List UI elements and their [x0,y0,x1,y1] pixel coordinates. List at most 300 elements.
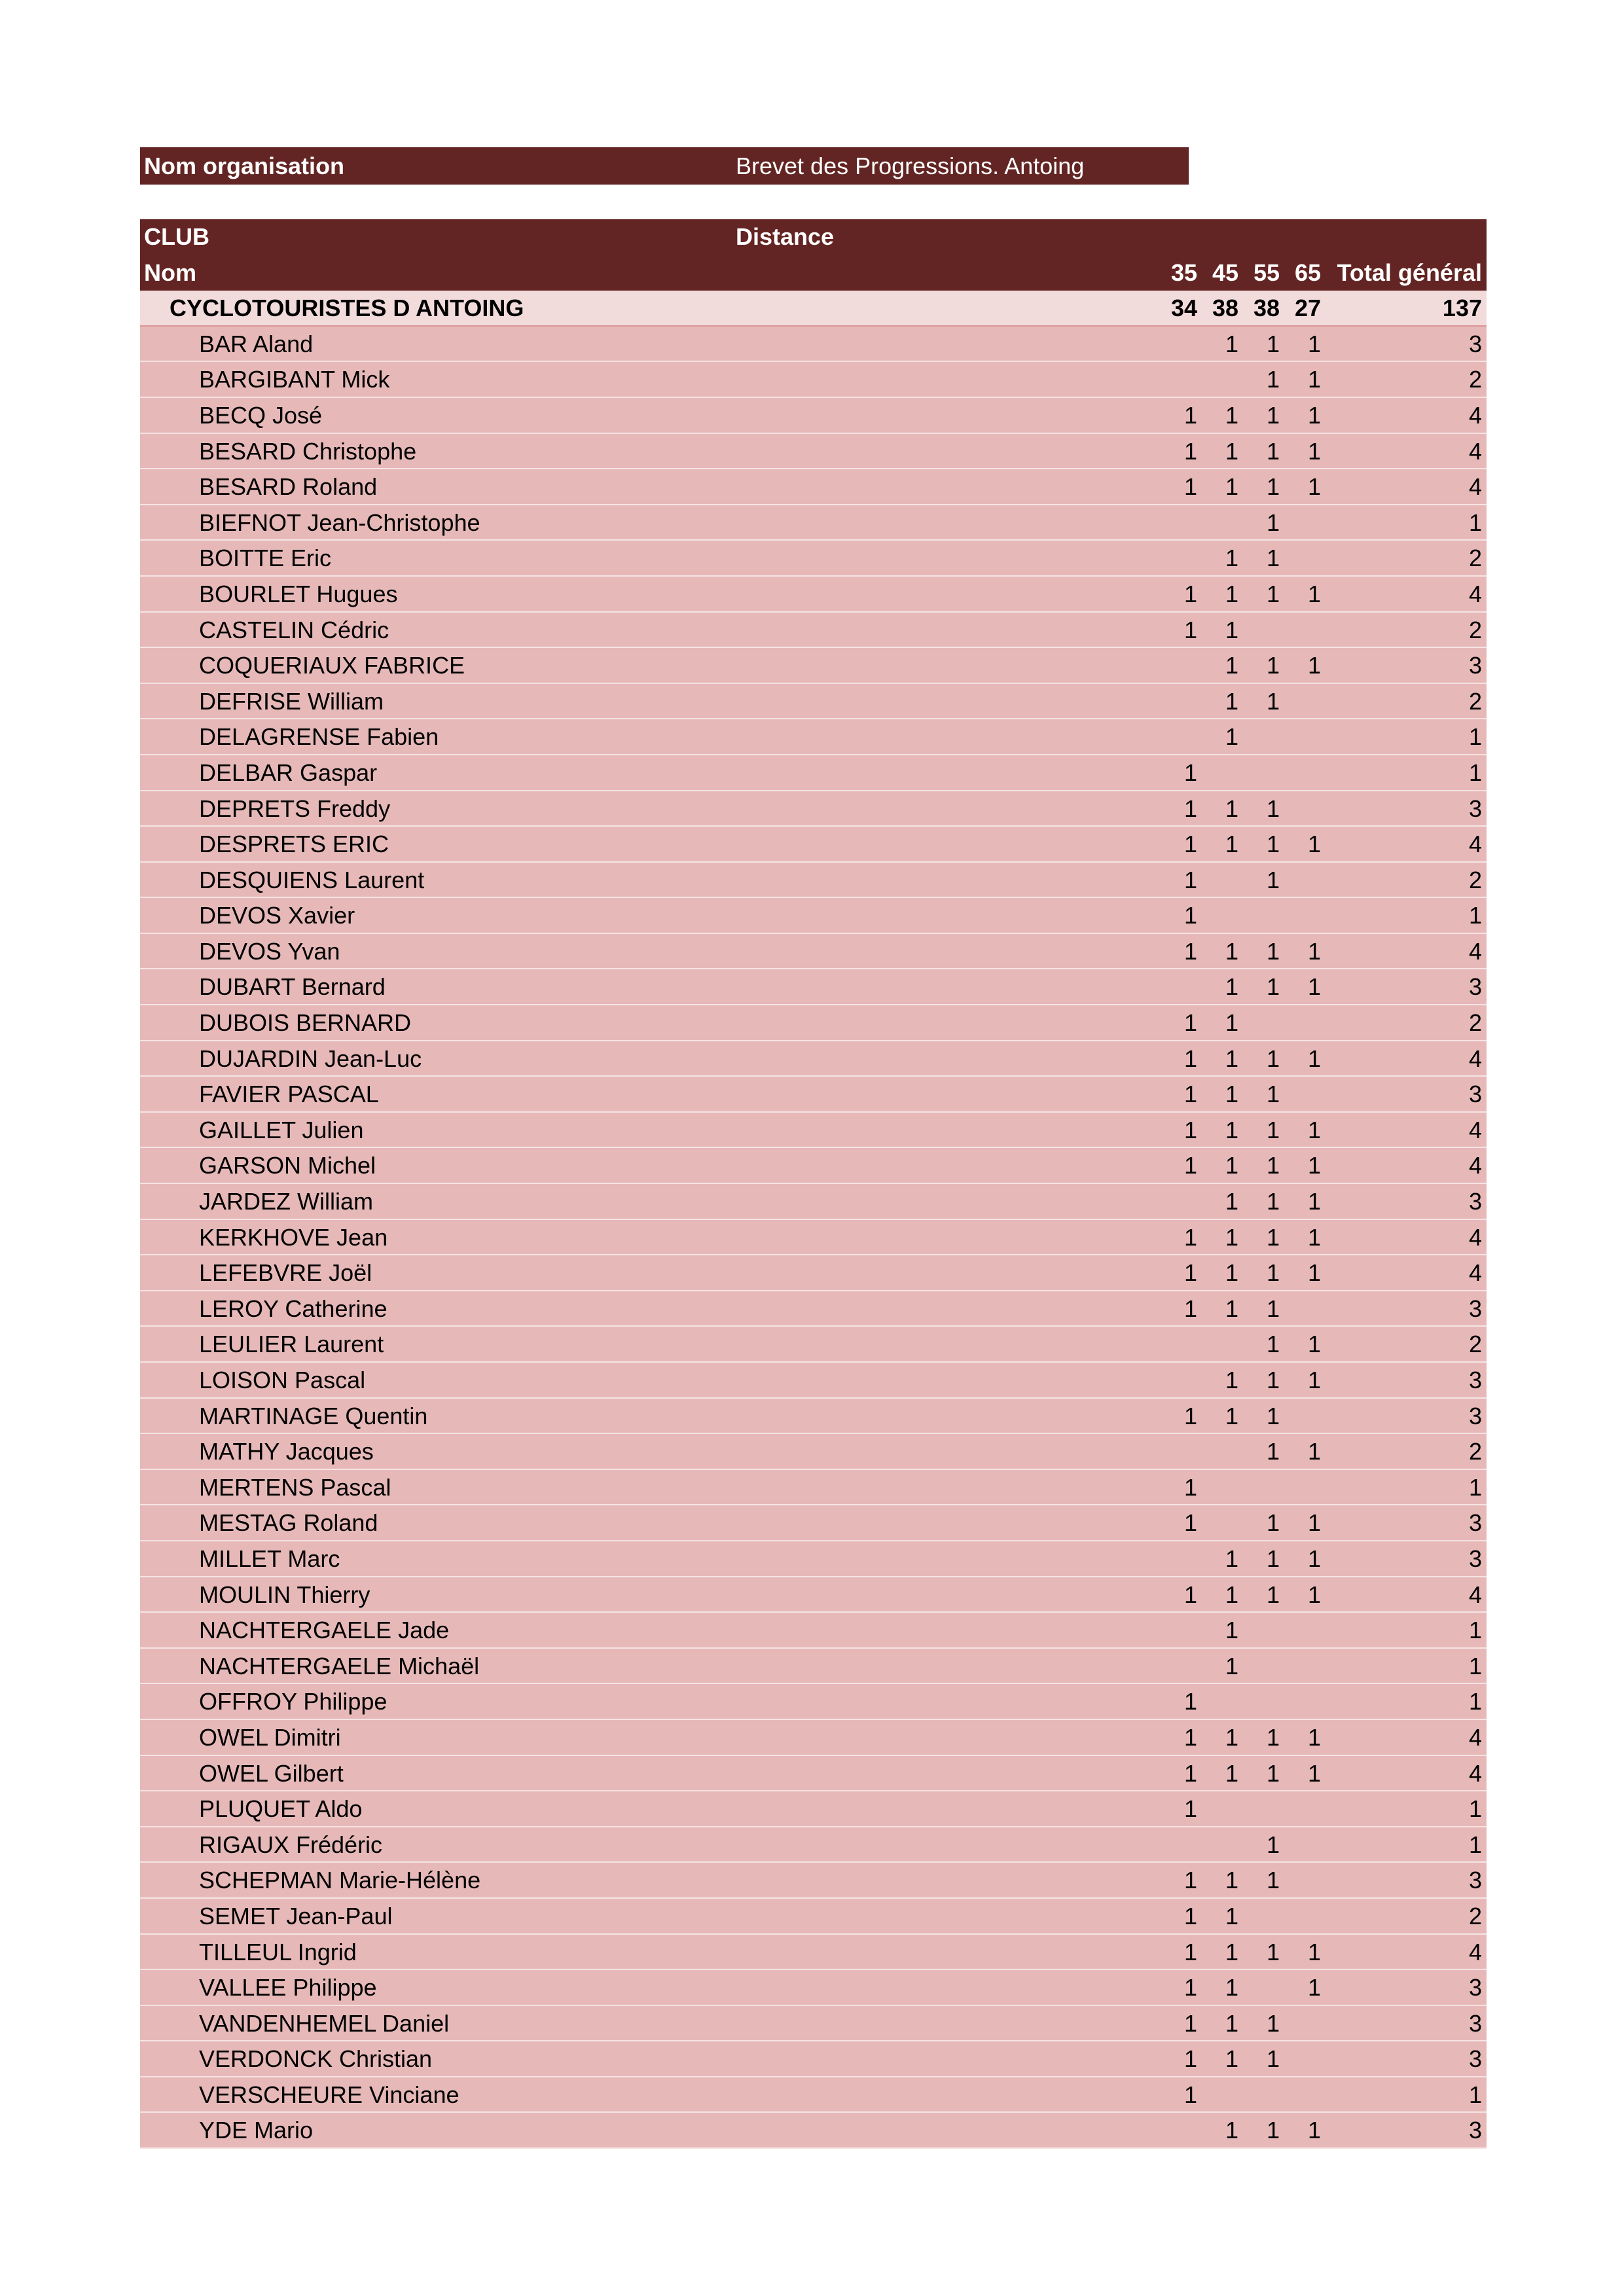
cell-total: 1 [1468,723,1482,751]
table-row [140,791,1487,827]
table-header [140,219,1487,291]
participant-name: FAVIER PASCAL [199,1081,379,1108]
header-row-club [140,219,1487,255]
participant-name: BESARD Christophe [199,437,417,465]
cell-55: 1 [1266,1831,1280,1858]
cell-45: 1 [1225,723,1238,751]
cell-total: 4 [1468,1116,1482,1143]
cell-total: 3 [1468,1367,1482,1393]
cell-total: 3 [1468,652,1482,679]
cell-total: 1 [1468,1688,1482,1715]
cell-65: 1 [1307,1152,1321,1179]
cell-45: 1 [1225,545,1238,572]
participant-name: TILLEUL Ingrid [199,1938,357,1965]
cell-55: 1 [1266,1402,1280,1429]
cell-55: 1 [1266,509,1280,536]
table-row [140,1041,1487,1077]
cell-35: 1 [1183,831,1197,858]
cell-55: 1 [1266,580,1280,607]
cell-35: 1 [1183,1259,1197,1287]
cell-55: 1 [1266,366,1280,393]
table-row [140,1434,1487,1470]
cell-35: 1 [1183,1402,1197,1429]
participant-name: VERSCHEURE Vinciane [199,2081,460,2108]
cell-total: 1 [1468,509,1482,536]
cell-total: 4 [1468,831,1482,858]
participant-name: SCHEPMAN Marie-Hélène [199,1867,481,1894]
participant-name: LEROY Catherine [199,1295,388,1322]
cell-35: 1 [1183,1795,1197,1823]
cell-55: 1 [1266,1545,1280,1572]
cell-35: 1 [1183,1045,1197,1072]
table-row [140,2113,1487,2149]
cell-35: 1 [1183,473,1197,501]
cell-65: 1 [1307,330,1321,357]
cell-total: 4 [1468,1045,1482,1072]
header-total: Total général [1337,259,1482,286]
table-row [140,1577,1487,1613]
cell-55: 1 [1266,866,1280,893]
cell-65: 1 [1307,1259,1321,1287]
participant-name: BAR Aland [199,330,314,357]
cell-35: 1 [1183,1509,1197,1537]
cell-55: 1 [1266,2045,1280,2073]
cell-total: 1 [1468,2081,1482,2108]
table-row [140,1613,1487,1649]
cell-45: 1 [1225,473,1238,501]
table-row [140,2041,1487,2077]
header-club: CLUB [144,223,209,250]
cell-45: 1 [1225,831,1238,858]
cell-total: 3 [1468,1402,1482,1429]
participant-name: PLUQUET Aldo [199,1795,363,1823]
cell-55: 1 [1266,937,1280,965]
cell-35: 1 [1183,866,1197,893]
cell-55: 1 [1266,330,1280,357]
cell-45: 1 [1225,937,1238,965]
table-row [140,577,1487,613]
table-row [140,827,1487,863]
participant-name: VANDENHEMEL Daniel [199,2009,450,2037]
cell-total: 3 [1468,330,1482,357]
cell-total: 1 [1468,1652,1482,1679]
cell-45: 1 [1225,1759,1238,1787]
header-35: 35 [1170,259,1197,286]
cell-45: 1 [1225,1152,1238,1179]
cell-45: 1 [1225,2117,1238,2144]
participant-name: DEPRETS Freddy [199,795,391,822]
cell-65: 1 [1307,1974,1321,2001]
cell-total: 1 [1468,1617,1482,1644]
cell-total: 4 [1468,1223,1482,1251]
participant-name: SEMET Jean-Paul [199,1902,393,1929]
table-row [140,362,1487,398]
cell-65: 1 [1307,473,1321,501]
header-65: 65 [1294,259,1321,286]
cell-total: 3 [1468,1867,1482,1894]
participant-name: OFFROY Philippe [199,1688,388,1715]
table-row [140,1756,1487,1792]
cell-55: 1 [1266,437,1280,465]
cell-total: 3 [1468,1509,1482,1537]
cell-55: 1 [1266,2009,1280,2037]
cell-65: 1 [1307,366,1321,393]
cell-total: 4 [1468,473,1482,501]
cell-65: 1 [1307,1545,1321,1572]
organisation-value: Brevet des Progressions. Antoing [736,152,1085,179]
cell-total: 1 [1468,759,1482,786]
cell-65: 1 [1307,1581,1321,1608]
table-row [140,1970,1487,2006]
cell-total: 3 [1468,2117,1482,2144]
table-row [140,755,1487,791]
table-row [140,2077,1487,2113]
cell-total: 4 [1468,937,1482,965]
participant-name: CASTELIN Cédric [199,616,389,643]
cell-65: 1 [1307,973,1321,1001]
participant-name: MARTINAGE Quentin [199,1402,428,1429]
table-row [140,1541,1487,1577]
cell-total: 1 [1468,1831,1482,1858]
participant-name: BOURLET Hugues [199,580,398,607]
cell-35: 1 [1183,759,1197,786]
cell-65: 1 [1307,1188,1321,1215]
table-row [140,1649,1487,1685]
participant-name: BARGIBANT Mick [199,366,390,393]
club-35: 34 [1170,295,1197,322]
cell-total: 2 [1468,545,1482,572]
cell-35: 1 [1183,1223,1197,1251]
participant-name: JARDEZ William [199,1188,373,1215]
table-row [140,2006,1487,2042]
table-row [140,934,1487,970]
cell-45: 1 [1225,1259,1238,1287]
table-row [140,1399,1487,1435]
cell-65: 1 [1307,831,1321,858]
cell-45: 1 [1225,1652,1238,1679]
cell-35: 1 [1183,1116,1197,1143]
table-row [140,398,1487,434]
cell-total: 4 [1468,1581,1482,1608]
cell-35: 1 [1183,1688,1197,1715]
header-distance: Distance [736,223,835,250]
participant-name: BECQ José [199,401,323,429]
cell-total: 1 [1468,1795,1482,1823]
cell-45: 1 [1225,1223,1238,1251]
cell-45: 1 [1225,973,1238,1001]
cell-total: 4 [1468,401,1482,429]
cell-total: 2 [1468,366,1482,393]
cell-55: 1 [1266,2117,1280,2144]
cell-55: 1 [1266,1723,1280,1751]
cell-55: 1 [1266,1509,1280,1537]
participant-name: DUBOIS BERNARD [199,1009,412,1037]
club-45: 38 [1212,295,1238,322]
participant-name: OWEL Gilbert [199,1759,344,1787]
table-row [140,505,1487,541]
cell-55: 1 [1266,545,1280,572]
participant-list [140,327,1487,2149]
cell-total: 3 [1468,1974,1482,2001]
header-45: 45 [1212,259,1238,286]
cell-65: 1 [1307,652,1321,679]
cell-65: 1 [1307,1045,1321,1072]
cell-65: 1 [1307,401,1321,429]
cell-45: 1 [1225,580,1238,607]
cell-65: 1 [1307,437,1321,465]
cell-total: 4 [1468,1152,1482,1179]
table-row [140,1720,1487,1756]
table-row [140,684,1487,720]
cell-35: 1 [1183,1723,1197,1751]
cell-total: 4 [1468,1938,1482,1965]
cell-35: 1 [1183,2045,1197,2073]
table-row [140,1148,1487,1184]
header-row-nom [140,255,1487,291]
organisation-bar [140,147,1189,185]
cell-65: 1 [1307,1723,1321,1751]
cell-45: 1 [1225,1902,1238,1929]
cell-35: 1 [1183,1295,1197,1322]
participant-name: DEVOS Xavier [199,902,355,929]
club-name: CYCLOTOURISTES D ANTOING [170,295,524,322]
cell-35: 1 [1183,1473,1197,1501]
table-row [140,1935,1487,1971]
cell-55: 1 [1266,652,1280,679]
participant-name: DUBART Bernard [199,973,386,1001]
cell-45: 1 [1225,1545,1238,1572]
cell-total: 3 [1468,2045,1482,2073]
cell-total: 3 [1468,1188,1482,1215]
cell-55: 1 [1266,1938,1280,1965]
cell-35: 1 [1183,1152,1197,1179]
participant-name: MOULIN Thierry [199,1581,370,1608]
cell-35: 1 [1183,1081,1197,1108]
cell-45: 1 [1225,1938,1238,1965]
cell-45: 1 [1225,1402,1238,1429]
cell-35: 1 [1183,1938,1197,1965]
table-row [140,648,1487,684]
cell-55: 1 [1266,473,1280,501]
cell-45: 1 [1225,2009,1238,2037]
table-row [140,1327,1487,1363]
cell-45: 1 [1225,616,1238,643]
cell-55: 1 [1266,1152,1280,1179]
cell-45: 1 [1225,1188,1238,1215]
cell-55: 1 [1266,831,1280,858]
club-55: 38 [1253,295,1280,322]
cell-35: 1 [1183,1009,1197,1037]
table-row [140,1505,1487,1541]
cell-55: 1 [1266,1367,1280,1393]
organisation-label: Nom organisation [144,152,345,179]
cell-total: 2 [1468,1009,1482,1037]
cell-55: 1 [1266,1331,1280,1358]
cell-55: 1 [1266,1581,1280,1608]
cell-65: 1 [1307,1331,1321,1358]
participant-name: OWEL Dimitri [199,1723,341,1751]
cell-65: 1 [1307,1759,1321,1787]
cell-35: 1 [1183,902,1197,929]
cell-45: 1 [1225,2045,1238,2073]
participant-name: MILLET Marc [199,1545,340,1572]
cell-35: 1 [1183,1867,1197,1894]
cell-55: 1 [1266,1295,1280,1322]
cell-total: 3 [1468,2009,1482,2037]
cell-35: 1 [1183,437,1197,465]
cell-55: 1 [1266,1759,1280,1787]
cell-65: 1 [1307,1438,1321,1465]
cell-55: 1 [1266,1438,1280,1465]
cell-65: 1 [1307,1116,1321,1143]
participant-name: NACHTERGAELE Michaël [199,1652,480,1679]
table-row [140,719,1487,755]
header-nom: Nom [144,259,196,286]
table-row [140,469,1487,505]
participant-name: MERTENS Pascal [199,1473,391,1501]
cell-total: 4 [1468,437,1482,465]
cell-45: 1 [1225,687,1238,715]
cell-total: 3 [1468,795,1482,822]
cell-45: 1 [1225,1723,1238,1751]
cell-45: 1 [1225,1116,1238,1143]
cell-45: 1 [1225,1867,1238,1894]
table-row [140,1220,1487,1256]
cell-35: 1 [1183,937,1197,965]
cell-65: 1 [1307,1509,1321,1537]
cell-total: 3 [1468,1295,1482,1322]
club-65: 27 [1294,295,1321,322]
cell-55: 1 [1266,1259,1280,1287]
table-row [140,1899,1487,1935]
table-row [140,327,1487,363]
table-row [140,1184,1487,1220]
cell-35: 1 [1183,1581,1197,1608]
table-row [140,1684,1487,1720]
table-row [140,863,1487,899]
cell-45: 1 [1225,1295,1238,1322]
cell-total: 3 [1468,973,1482,1001]
cell-55: 1 [1266,1045,1280,1072]
cell-total: 3 [1468,1081,1482,1108]
table-row [140,1113,1487,1149]
cell-55: 1 [1266,1188,1280,1215]
cell-total: 2 [1468,687,1482,715]
table-row [140,434,1487,470]
cell-35: 1 [1183,1902,1197,1929]
cell-total: 1 [1468,1473,1482,1501]
header-55: 55 [1253,259,1280,286]
participant-name: MESTAG Roland [199,1509,378,1537]
cell-35: 1 [1183,1759,1197,1787]
cell-45: 1 [1225,1045,1238,1072]
cell-65: 1 [1307,937,1321,965]
cell-45: 1 [1225,1367,1238,1393]
cell-45: 1 [1225,330,1238,357]
cell-35: 1 [1183,795,1197,822]
cell-55: 1 [1266,401,1280,429]
participant-name: GAILLET Julien [199,1116,364,1143]
cell-65: 1 [1307,2117,1321,2144]
cell-45: 1 [1225,437,1238,465]
participant-name: LOISON Pascal [199,1367,366,1393]
cell-45: 1 [1225,401,1238,429]
participant-name: KERKHOVE Jean [199,1223,388,1251]
cell-55: 1 [1266,1116,1280,1143]
cell-total: 4 [1468,580,1482,607]
cell-45: 1 [1225,1009,1238,1037]
cell-total: 2 [1468,1902,1482,1929]
cell-total: 4 [1468,1259,1482,1287]
cell-65: 1 [1307,1938,1321,1965]
cell-65: 1 [1307,1367,1321,1393]
cell-total: 2 [1468,1438,1482,1465]
participant-name: NACHTERGAELE Jade [199,1617,450,1644]
participant-name: LEFEBVRE Joël [199,1259,372,1287]
table-row [140,1827,1487,1863]
cell-35: 1 [1183,401,1197,429]
cell-55: 1 [1266,687,1280,715]
cell-55: 1 [1266,1867,1280,1894]
cell-total: 2 [1468,1331,1482,1358]
cell-35: 1 [1183,2081,1197,2108]
cell-65: 1 [1307,1223,1321,1251]
results-table [140,219,1487,2149]
cell-55: 1 [1266,795,1280,822]
club-row [140,291,1487,327]
participant-name: COQUERIAUX FABRICE [199,652,465,679]
table-row [140,1291,1487,1327]
cell-55: 1 [1266,1223,1280,1251]
cell-45: 1 [1225,652,1238,679]
participant-name: VALLEE Philippe [199,1974,377,2001]
club-total: 137 [1442,295,1482,322]
cell-55: 1 [1266,973,1280,1001]
cell-35: 1 [1183,616,1197,643]
table-row [140,1077,1487,1113]
participant-name: DELAGRENSE Fabien [199,723,439,751]
participant-name: MATHY Jacques [199,1438,374,1465]
table-row [140,613,1487,649]
participant-name: DEFRISE William [199,687,384,715]
cell-total: 2 [1468,866,1482,893]
participant-name: BESARD Roland [199,473,378,501]
cell-total: 4 [1468,1759,1482,1787]
cell-total: 2 [1468,616,1482,643]
cell-45: 1 [1225,795,1238,822]
participant-name: DESQUIENS Laurent [199,866,425,893]
cell-35: 1 [1183,1974,1197,2001]
participant-name: DELBAR Gaspar [199,759,378,786]
cell-total: 3 [1468,1545,1482,1572]
table-row [140,1005,1487,1041]
cell-total: 4 [1468,1723,1482,1751]
participant-name: DUJARDIN Jean-Luc [199,1045,422,1072]
table-row [140,1470,1487,1506]
participant-name: RIGAUX Frédéric [199,1831,383,1858]
table-row [140,1363,1487,1399]
participant-name: DESPRETS ERIC [199,831,389,858]
table-row [140,1863,1487,1899]
participant-name: LEULIER Laurent [199,1331,384,1358]
participant-name: BIEFNOT Jean-Christophe [199,509,480,536]
table-row [140,898,1487,934]
cell-35: 1 [1183,580,1197,607]
participant-name: YDE Mario [199,2117,314,2144]
participant-name: VERDONCK Christian [199,2045,433,2073]
cell-65: 1 [1307,580,1321,607]
table-row [140,541,1487,577]
